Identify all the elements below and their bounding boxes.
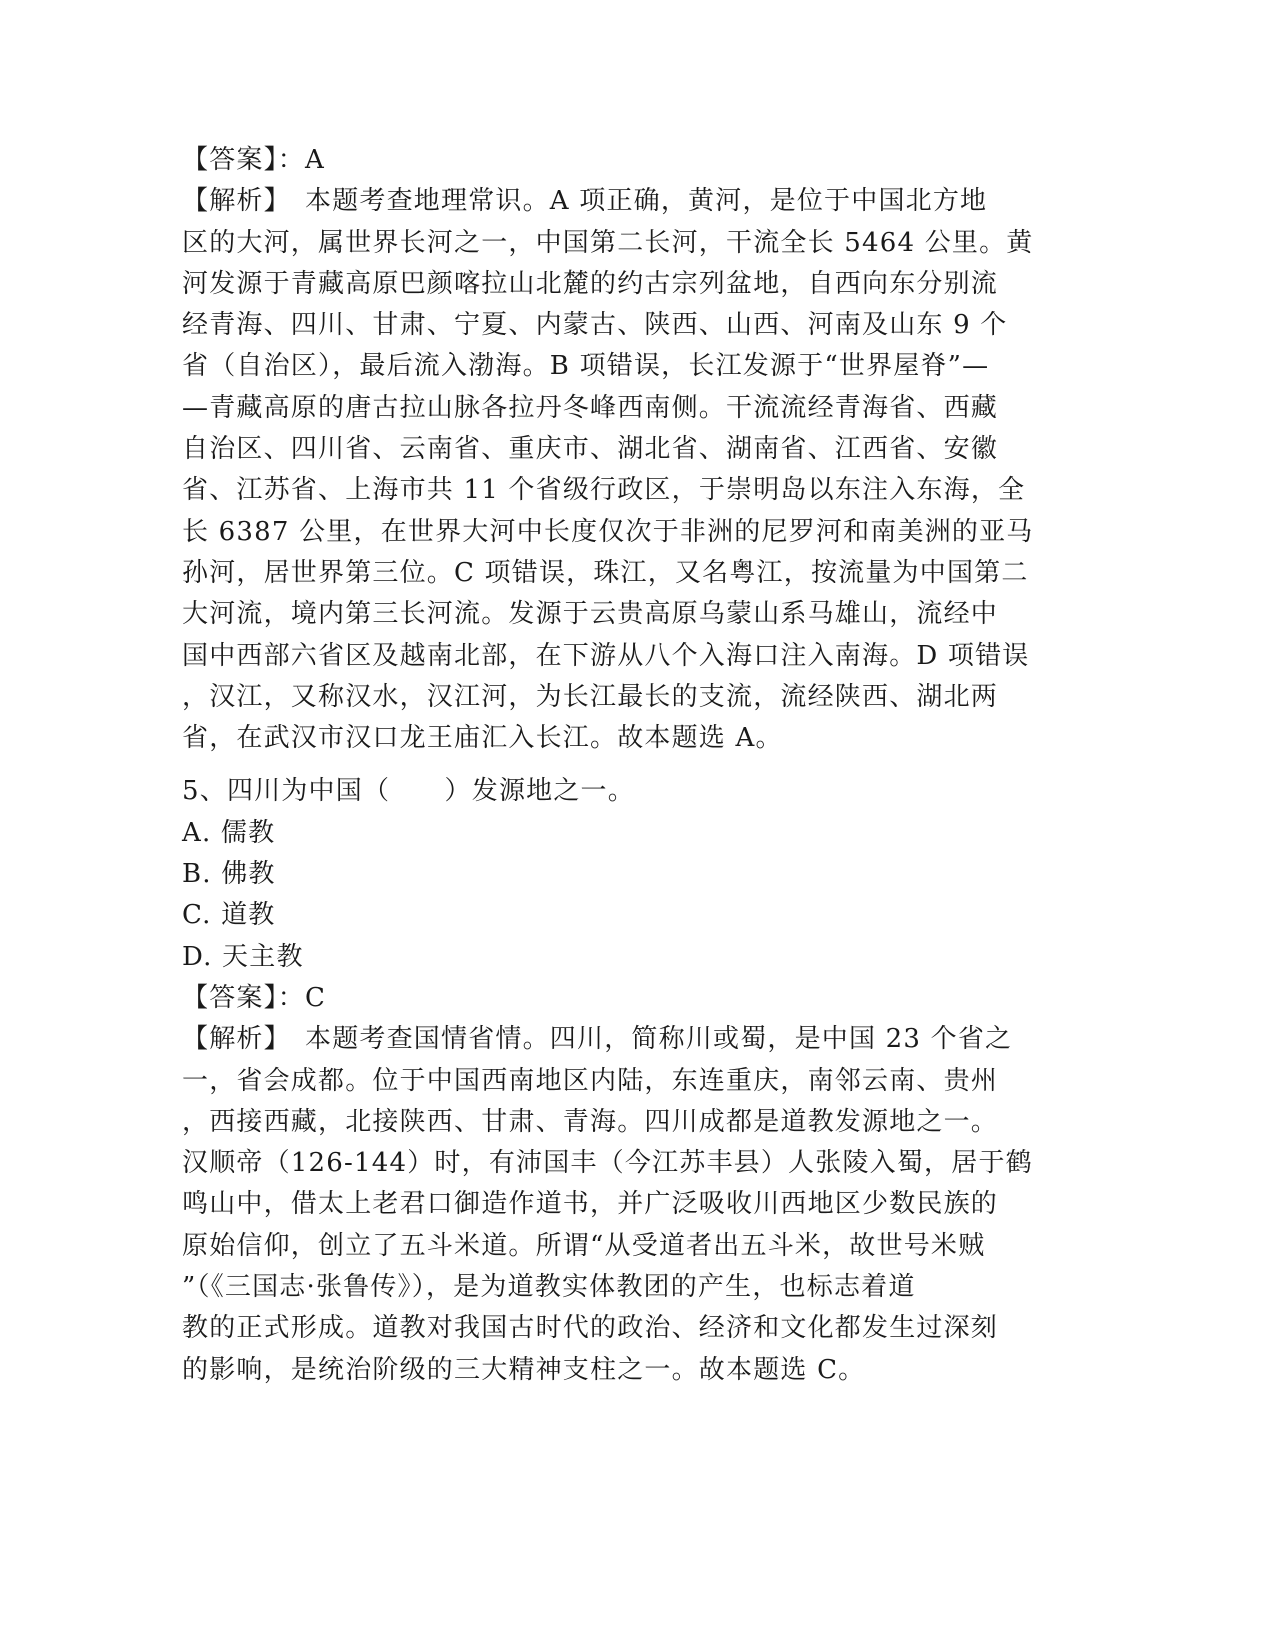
q5-analysis — [182, 1019, 1062, 1391]
q4-analysis-line: 国中西部六省区及越南北部，在下游从八个入海口注入南海。D 项错误 — [182, 640, 1030, 671]
q4-analysis-line: 孙河，居世界第三位。C 项错误，珠江，又名粤江，按流量为中国第二 — [182, 557, 1029, 588]
q4-analysis-line: 省（自治区），最后流入渤海。B 项错误，长江发源于“世界屋脊”— — [182, 351, 990, 382]
document-page — [182, 140, 1062, 1391]
q5-question: 5、四川为中国（ ）发源地之一。 — [182, 776, 635, 807]
section-gap — [182, 759, 1062, 771]
q5-analysis-line: 【解析】 本题考查国情省情。四川，简称川或蜀，是中国 23 个省之 — [182, 1024, 1013, 1055]
q4-analysis-line: 省，在武汉市汉口龙王庙汇入长江。故本题选 A。 — [182, 723, 783, 754]
q5-analysis-line: ”（《三国志·张鲁传》），是为道教实体教团的产生，也标志着道 — [182, 1272, 916, 1303]
q5-analysis-line: 一，省会成都。位于中国西南地区内陆，东连重庆，南邻云南、贵州 — [182, 1065, 999, 1096]
q4-analysis-line: 经青海、四川、甘肃、宁夏、内蒙古、陕西、山西、河南及山东 9 个 — [182, 310, 1008, 341]
q4-answer-line: 【答案】：A — [182, 145, 325, 175]
q4-analysis-line: 河发源于青藏高原巴颜喀拉山北麓的约古宗列盆地，自西向东分别流 — [182, 268, 999, 299]
q5-analysis-line: ，西接西藏，北接陕西、甘肃、青海。四川成都是道教发源地之一。 — [182, 1106, 999, 1137]
q5-analysis-line: 鸣山中，借太上老君口御造作道书，并广泛吸收川西地区少数民族的 — [182, 1189, 999, 1220]
q5-analysis-line: 的影响，是统治阶级的三大精神支柱之一。故本题选 C。 — [182, 1354, 866, 1385]
q4-analysis-line: 省、江苏省、上海市共 11 个省级行政区，于崇明岛以东注入东海，全 — [182, 475, 1026, 506]
q4-analysis-line: —青藏高原的唐古拉山脉各拉丹冬峰西南侧。干流流经青海省、西藏 — [182, 392, 999, 423]
q5-option-b: B. 佛教 — [182, 859, 276, 890]
q4-analysis-line: 自治区、四川省、云南省、重庆市、湖北省、湖南省、江西省、安徽 — [182, 434, 999, 465]
q5-block — [182, 771, 1062, 1390]
q4-analysis-line: 区的大河，属世界长河之一，中国第二长河，干流全长 5464 公里。黄 — [182, 227, 1034, 258]
q5-analysis-line: 教的正式形成。道教对我国古时代的政治、经济和文化都发生过深刻 — [182, 1313, 999, 1344]
q4-analysis-line: ，汉江，又称汉水，汉江河，为长江最长的支流，流经陕西、湖北两 — [182, 681, 999, 712]
q5-option-d: D. 天主教 — [182, 941, 304, 972]
q4-analysis-line: 大河流，境内第三长河流。发源于云贵高原乌蒙山系马雄山，流经中 — [182, 599, 999, 630]
q4-analysis-line: 长 6387 公里，在世界大河中长度仅次于非洲的尼罗河和南美洲的亚马 — [182, 516, 1034, 547]
q5-analysis-line: 汉顺帝（126-144）时，有沛国丰（今江苏丰县）人张陵入蜀，居于鹤 — [182, 1148, 1033, 1179]
q5-options — [182, 813, 1062, 978]
q4-analysis-line: 【解析】 本题考查地理常识。A 项正确，黄河，是位于中国北方地 — [182, 186, 988, 217]
q5-option-a: A. 儒教 — [182, 817, 276, 848]
q5-analysis-line: 原始信仰，创立了五斗米道。所谓“从受道者出五斗米，故世号米贼 — [182, 1230, 986, 1261]
q5-option-c: C. 道教 — [182, 900, 276, 931]
q5-answer-line: 【答案】：C — [182, 982, 327, 1013]
q4-analysis — [182, 181, 1062, 759]
q4-block — [182, 140, 1062, 759]
